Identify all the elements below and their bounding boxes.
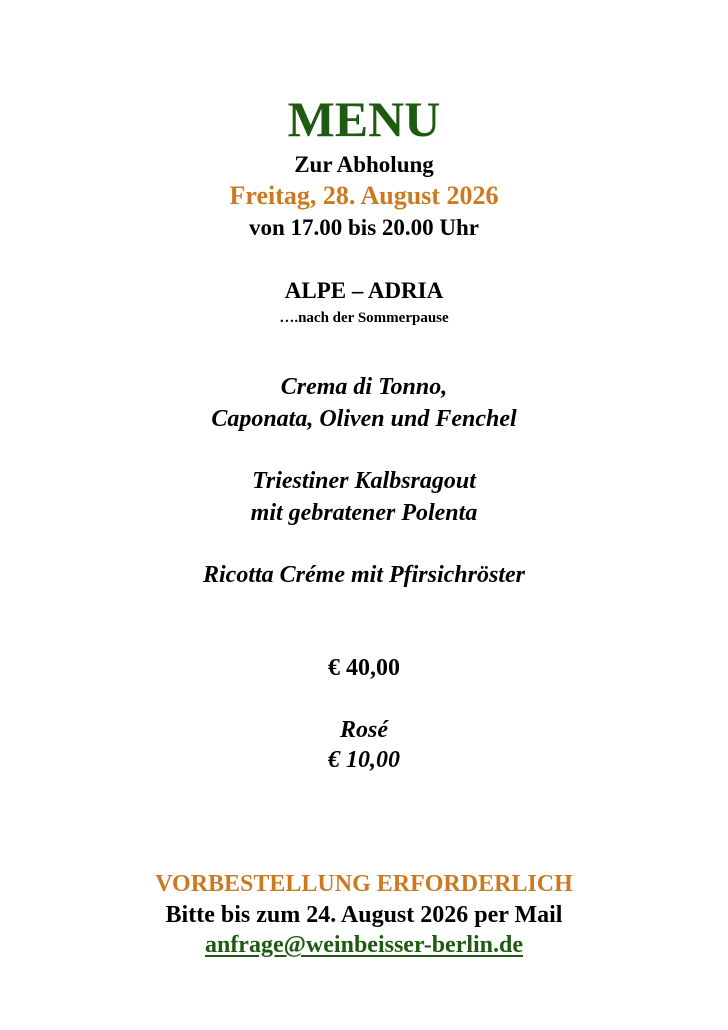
menu-subtitle: Zur Abholung [294, 152, 434, 177]
preorder-notice: VORBESTELLUNG ERFORDERLICH [155, 871, 573, 897]
menu-title: MENU [287, 91, 441, 147]
pickup-time: von 17.00 bis 20.00 Uhr [248, 215, 480, 240]
order-email-link[interactable]: anfrage@weinbeisser-berlin.de [204, 932, 524, 958]
course-main-line-1: Triestiner Kalbsragout [252, 468, 476, 494]
course-dessert: Ricotta Créme mit Pfirsichröster [203, 562, 525, 588]
course-starter-line-1: Crema di Tonno, [280, 374, 448, 400]
course-main-line-2: mit gebratener Polenta [250, 500, 478, 526]
preorder-instruction: Bitte bis zum 24. August 2026 per Mail [165, 902, 563, 928]
wine-name: Rosé [340, 717, 388, 743]
menu-theme-note: ….nach der Sommerpause [279, 310, 449, 326]
menu-price: € 40,00 [328, 655, 400, 681]
menu-date: Freitag, 28. August 2026 [229, 181, 499, 210]
menu-theme: ALPE – ADRIA [284, 278, 444, 303]
course-starter-line-2: Caponata, Oliven und Fenchel [211, 406, 517, 432]
wine-price: € 10,00 [328, 747, 400, 773]
